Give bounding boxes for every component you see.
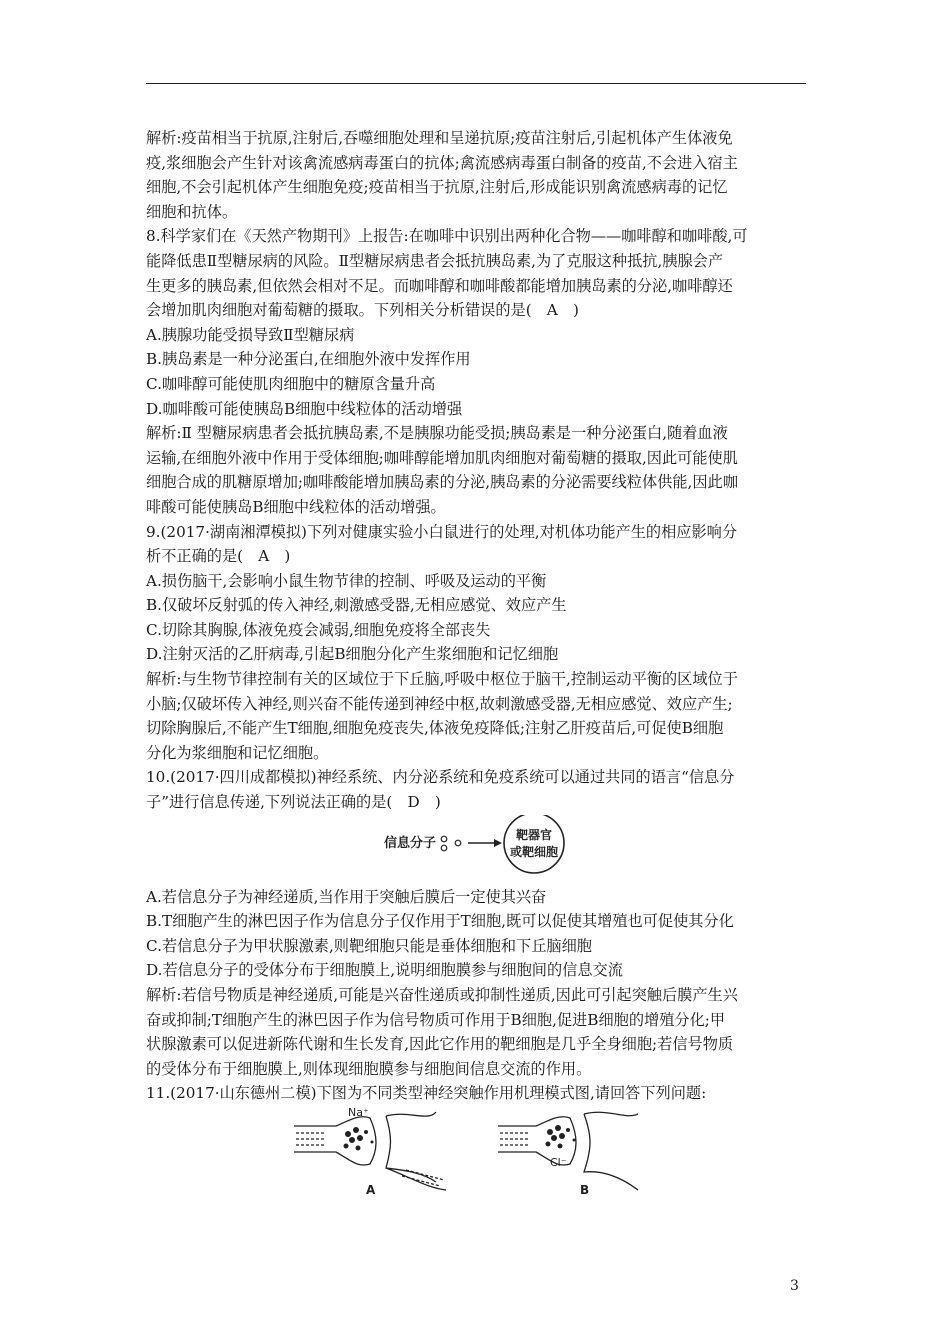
text-line: 能降低患Ⅱ型糖尿病的风险。Ⅱ型糖尿病患者会抵抗胰岛素,为了克服这种抵抗,胰腺会产 [146, 251, 724, 270]
signal-molecule-diagram [146, 815, 806, 885]
label-b: B [580, 1182, 590, 1197]
text-line: A.若信息分子为神经递质,当作用于突触后膜后一定使其兴奋 [146, 887, 547, 906]
text-line: B.T细胞产生的淋巴因子作为信息分子仅作用于T细胞,既可以促使其增殖也可促使其分化 [146, 912, 734, 931]
text-line: 切除胸腺后,不能产生T细胞,细胞免疫丧失,体液免疫降低;注射乙肝疫苗后,可促使B细胞 [146, 719, 724, 738]
text-line: D.注射灭活的乙肝病毒,引起B细胞分化产生浆细胞和记忆细胞 [146, 645, 559, 664]
text-line: 小脑;仅破坏传入神经,则兴奋不能传递到神经中枢,故刺激感受器,无相应感觉、效应产生; [146, 694, 733, 713]
text-line: 疫,浆细胞会产生针对该禽流感病毒蛋白的抗体;禽流感病毒蛋白制备的疫苗,不会进入宿主 [146, 153, 738, 172]
text-line: A.损伤脑干,会影响小鼠生物节律的控制、呼吸及运动的平衡 [146, 571, 547, 590]
text-line: 解析:若信号物质是神经递质,可能是兴奋性递质或抑制性递质,因此可引起突触后膜产生兴 [146, 986, 738, 1004]
text-line: C.若信息分子为甲状腺激素,则靶细胞只能是垂体细胞和下丘脑细胞 [146, 936, 592, 955]
axon-a [294, 1117, 376, 1165]
text-line: 细胞和抗体。 [146, 202, 238, 221]
text-line: 会增加肌肉细胞对葡萄糖的摄取。下列相关分析错误的是( A ) [146, 301, 579, 320]
page-number: 3 [790, 1278, 799, 1294]
arrow-head [494, 839, 502, 847]
text-line: 11.(2017·山东德州二模)下图为不同类型神经突触作用机理模式图,请回答下列问题: [146, 1084, 707, 1103]
page-content [146, 126, 806, 1198]
postsynaptic-b [584, 1112, 638, 1190]
target-cell-circle [504, 815, 564, 873]
molecule-dot [441, 845, 447, 851]
text-line: 析不正确的是( A ) [146, 547, 291, 566]
text-line: B.胰岛素是一种分泌蛋白,在细胞外液中发挥作用 [146, 350, 471, 369]
text-line: 运输,在细胞外液中作用于受体细胞;咖啡醇能增加肌肉细胞对葡萄糖的摄取,因此可能使肌 [146, 448, 738, 467]
header-rule [146, 83, 806, 84]
text-line: 子”进行信息传递,下列说法正确的是( D ) [146, 793, 441, 812]
text-line: 分化为浆细胞和记忆细胞。 [146, 743, 329, 762]
ion-a: Na⁺ [348, 1105, 369, 1119]
text-line: 细胞合成的肌糖原增加;咖啡酸能增加胰岛素的分泌,胰岛素的分泌需要线粒体供能,因此咖 [146, 473, 738, 492]
text-line: 细胞,不会引起机体产生细胞免疫;疫苗相当于抗原,注射后,形成能识别禽流感病毒的记忆 [146, 178, 728, 197]
synapse-b [498, 1112, 638, 1190]
text-line: A.胰腺功能受损导致Ⅱ型糖尿病 [146, 325, 355, 344]
text-line: 9.(2017·湖南湘潭模拟)下列对健康实验小白鼠进行的处理,对机体功能产生的相应影响分 [146, 522, 738, 541]
synapse-diagram [146, 1106, 806, 1198]
molecule-dot [455, 840, 461, 846]
text-line: 的受体分布于细胞膜上,则体现细胞膜参与细胞间信息交流的作用。 [146, 1059, 592, 1078]
text-line: 奋或抑制;T细胞产生的淋巴因子作为信号物质可作用于B细胞,促进B细胞的增殖分化;甲 [146, 1010, 726, 1029]
vesicles-b [546, 1125, 576, 1149]
figure-synapse-types [146, 1106, 806, 1198]
ion-b: Cl⁻ [550, 1155, 567, 1169]
text-line: 啡酸可能使胰岛B细胞中线粒体的活动增强。 [146, 497, 446, 516]
text-line: D.咖啡酸可能使胰岛B细胞中线粒体的活动增强 [146, 399, 463, 418]
text-line: 8.科学家们在《天然产物期刊》上报告:在咖啡中识别出两种化合物——咖啡醇和咖啡酸,可 [146, 227, 748, 246]
figure-signal-molecule [146, 815, 806, 885]
text-line: D.若信息分子的受体分布于细胞膜上,说明细胞膜参与细胞间的信息交流 [146, 961, 623, 980]
text-line: C.切除其胸腺,体液免疫会减弱,细胞免疫将全部丧失 [146, 620, 491, 639]
vesicles-a [344, 1127, 374, 1151]
label-a: A [366, 1182, 376, 1197]
text-line: 生更多的胰岛素,但依然会相对不足。而咖啡醇和咖啡酸都能增加胰岛素的分泌,咖啡醇还 [146, 276, 733, 295]
text-line: 解析:疫苗相当于抗原,注射后,吞噬细胞处理和呈递抗原;疫苗注射后,引起机体产生体液免 [146, 129, 733, 147]
text-line: C.咖啡醇可能使肌肉细胞中的糖原含量升高 [146, 374, 436, 393]
text-line: B.仅破坏反射弧的传入神经,刺激感受器,无相应感觉、效应产生 [146, 596, 567, 615]
molecule-dot [441, 836, 447, 842]
synapse-a [294, 1112, 446, 1190]
target-label-line2: 或靶细胞 [509, 844, 559, 859]
text-line: 状腺激素可以促进新陈代谢和生长发育,因此它作用的靶细胞是几乎全身细胞;若信号物质 [146, 1035, 734, 1054]
text-line: 解析:与生物节律控制有关的区域位于下丘脑,呼吸中枢位于脑干,控制运动平衡的区域位于 [146, 670, 738, 689]
text-line: 10.(2017·四川成都模拟)神经系统、内分泌系统和免疫系统可以通过共同的语言“信息分 [146, 768, 735, 787]
target-label-line1: 靶器官 [515, 827, 553, 842]
text-line: 解析:Ⅱ 型糖尿病患者会抵抗胰岛素,不是胰腺功能受损;胰岛素是一种分泌蛋白,随着血液 [146, 424, 728, 443]
source-label: 信息分子 [384, 835, 437, 851]
